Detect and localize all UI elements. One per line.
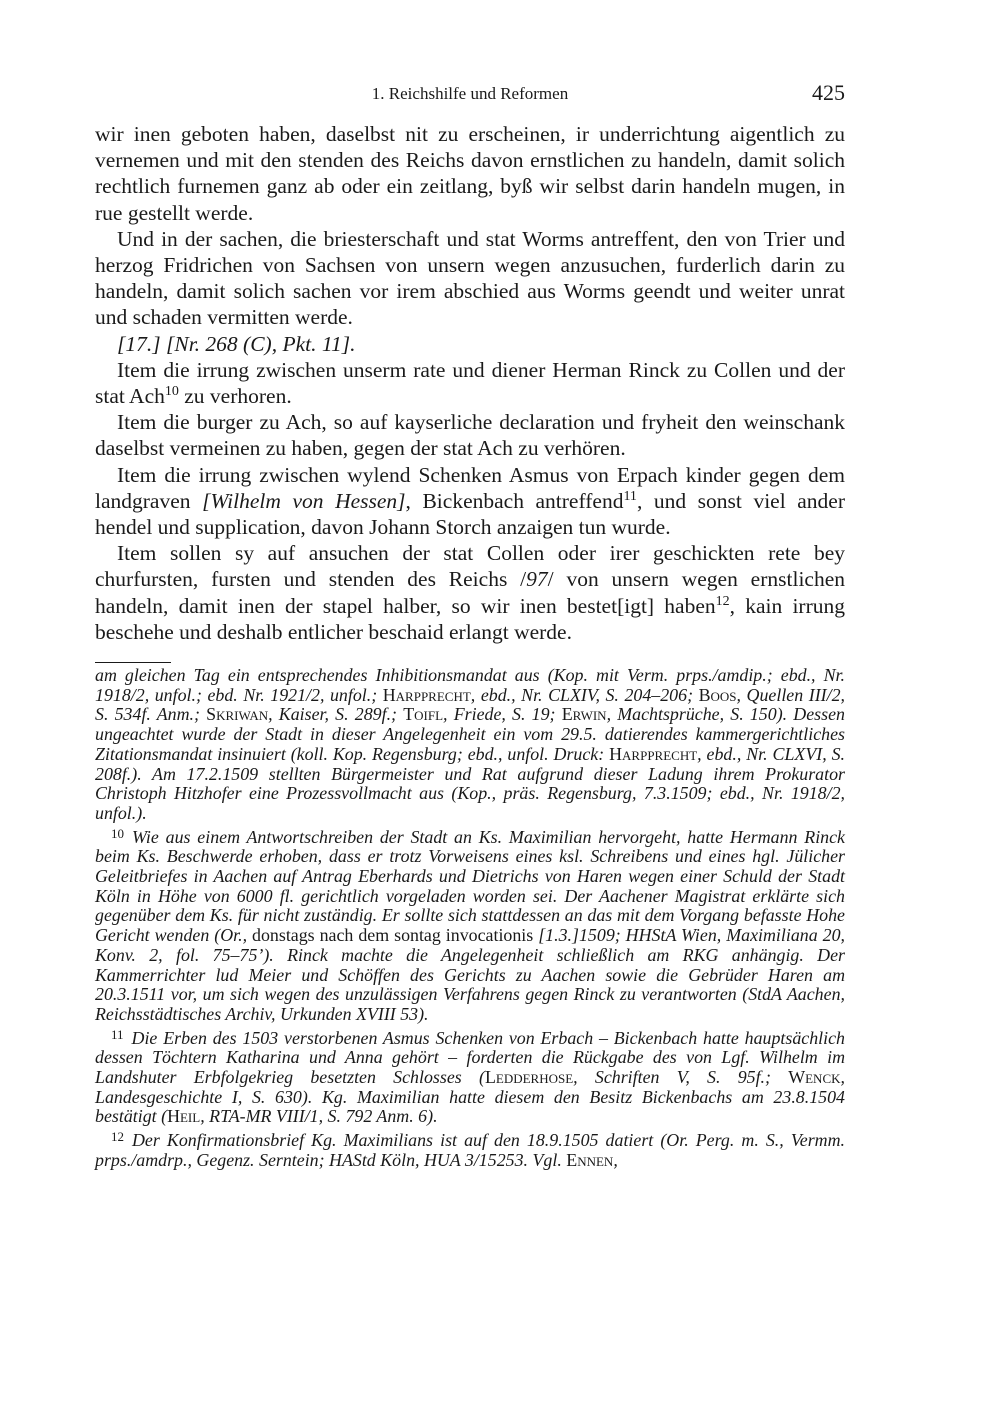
footnote-number: 12 — [111, 1129, 124, 1145]
footnote-12: $^{12}$ Der Konfirmationsbrief Kg. Maximilians ist auf den 18.9.1505 datiert (Or. Perg. m. S., Vermm. prps./amdrp., Gegenz. Serntein; HAStd Köln, HUA 3/15253. Vgl. Ennen, — [95, 1129, 845, 1170]
footnote-10: $^{10}$ Wie aus einem Antwortschreiben der Stadt an Ks. Maximilian hervorgeht, hatte Hermann Rinck beim Ks. Beschwerde erhoben, dass er trotz Vorweisens eines ksl. Schreibens und eines hgl. Jülicher Geleitbriefes in Aachen auf Antrag Eberhards und Dietrichs von Haren wegen einer Schuld der Stadt Köln in Höhe von 6000 fl. gerichtlich vorgeladen worden sei. Der Aachener Magistrat erklärte sich gegenüber dem Ks. für nicht zuständig. Er sollte sich stattdessen an das mit dem Vorgang befasste Hohe Gericht wenden (Or., donstags nach dem sontag invocationis [1.3.]1509; HHStA Wien, Maximiliana 20, Konv. 2, fol. 75–75’). Rinck machte die Angelegenheit schließlich am RKG anhängig. Der Kammerrichter lud Meier und Schöffen des Gerichts zu Aachen sowie die Gebrüder Haren am 20.3.1511 vor, um sich wegen des unzulässigen Verfahrens gegen Rinck zu verantworten (StdA Aachen, Reichsstädtisches Archiv, Urkunden XVIII 53). — [95, 825, 845, 1024]
paragraph-3: Item die irrung zwischen unserm rate und diener Herman Rinck zu Collen und der stat Ach$^{10}$ zu verhoren. — [95, 357, 845, 409]
running-title: 1. Reichshilfe und Reformen — [371, 84, 569, 103]
footnote-ref-11: 11 — [623, 488, 637, 504]
footnote-ref-12: 12 — [715, 593, 730, 609]
footnote-rule — [95, 662, 171, 663]
paragraph-1: wir inen geboten haben, daselbst nit zu erscheinen, ir underrichtung aigentlich zu vernemen und mit den stenden des Reichs davon ernstlichen zu handeln, damit solich rechtlich furnemen ganz ab oder ein zeitlang, byß wir selbst darin handeln mugen, in rue gestellt werde. — [95, 122, 845, 225]
page-number: 425 — [812, 80, 845, 105]
running-head — [95, 80, 845, 110]
paragraph-2: Und in der sachen, die briesterschaft und stat Worms antreffent, den von Trier und herzog Fridrichen von Sachsen von unsern wegen anzusuchen, furderlich darin zu handeln, damit solich sachen vor irem abschied aus Worms geendt und weiter unrat und schaden vermitten werde. — [95, 226, 845, 330]
footnote-ref-10: 10 — [164, 384, 179, 400]
footnote-number: 10 — [111, 825, 124, 841]
section-reference: [17.] [Nr. 268 (C), Pkt. 11]. — [117, 331, 356, 356]
footnotes — [95, 666, 845, 1175]
paragraph-5: Item die irrung zwischen wylend Schenken Asmus von Erpach kinder gegen dem landgraven [Wilhelm von Hessen], Bickenbach antreffend$^{11}$, und sonst viel ander hendel und supplication, davon Johann Storch anzaigen tun wurde. — [95, 462, 845, 540]
footnote-number: 11 — [111, 1026, 124, 1042]
footnote-continuation: am gleichen Tag ein entsprechendes Inhibitionsmandat aus (Kop. mit Verm. prps./amdip.; ebd., Nr. 1918/2, unfol.; ebd. Nr. 1921/2, unfol.; Harpprecht, ebd., Nr. CLXIV, S. 204–206; Boos, Quellen III/2, S. 534f. Anm.; Skriwan, Kaiser, S. 289f.; Toifl, Friede, S. 19; Erwin, Machtsprüche, S. 150). Dessen ungeachtet wurde der Stadt in dieser Angelegenheit ein vom 29.5. datierendes kammergerichtliches Zitationsmandat insinuiert (koll. Kop. Regensburg; ebd., unfol. Druck: Harpprecht, ebd., Nr. CLXVI, S. 208f.). Am 17.2.1509 stellten Bürgermeister und Rat aufgrund dieser Ladung ihrem Prokurator Christoph Hitzhofer eine Prozessvollmacht aus (Kop., präs. Regensburg, 7.3.1509; ebd., Nr. 1918/2, unfol.). — [95, 665, 845, 823]
paragraph-6: Item sollen sy auf ansuchen der stat Collen oder irer geschickten rete bey churfursten, fursten und stenden des Reichs /97/ von unsern wegen ernstlichen handeln, damit inen der stapel halber, so wir inen bestet[igt] haben$^{12}$, kain irrung beschehe und deshalb entlicher beschaid erlangt werde. — [95, 541, 846, 644]
paragraph-4: Item die burger zu Ach, so auf kayserliche declaration und fryheit den weinschank daselbst vermeinen zu haben, gegen der stat Ach zu verhören. — [95, 410, 845, 461]
footnote-11: $^{11}$ Die Erben des 1503 verstorbenen Asmus Schenken von Erbach – Bickenbach hatte hauptsächlich dessen Töchtern Katharina und Anna gehört – forderten die Rückgabe des von Lgf. Wilhelm im Landshuter Erbfolgekrieg besetzten Schlosses (Ledderhose, Schriften V, S. 95f.; Wenck, Landesgeschichte I, S. 630). Kg. Maximilian hatte diesem den Besitz Bickenbachs am 23.8.1504 bestätigt (Heil, RTA-MR VIII/1, S. 792 Anm. 6). — [95, 1026, 845, 1127]
main-text — [95, 121, 845, 645]
